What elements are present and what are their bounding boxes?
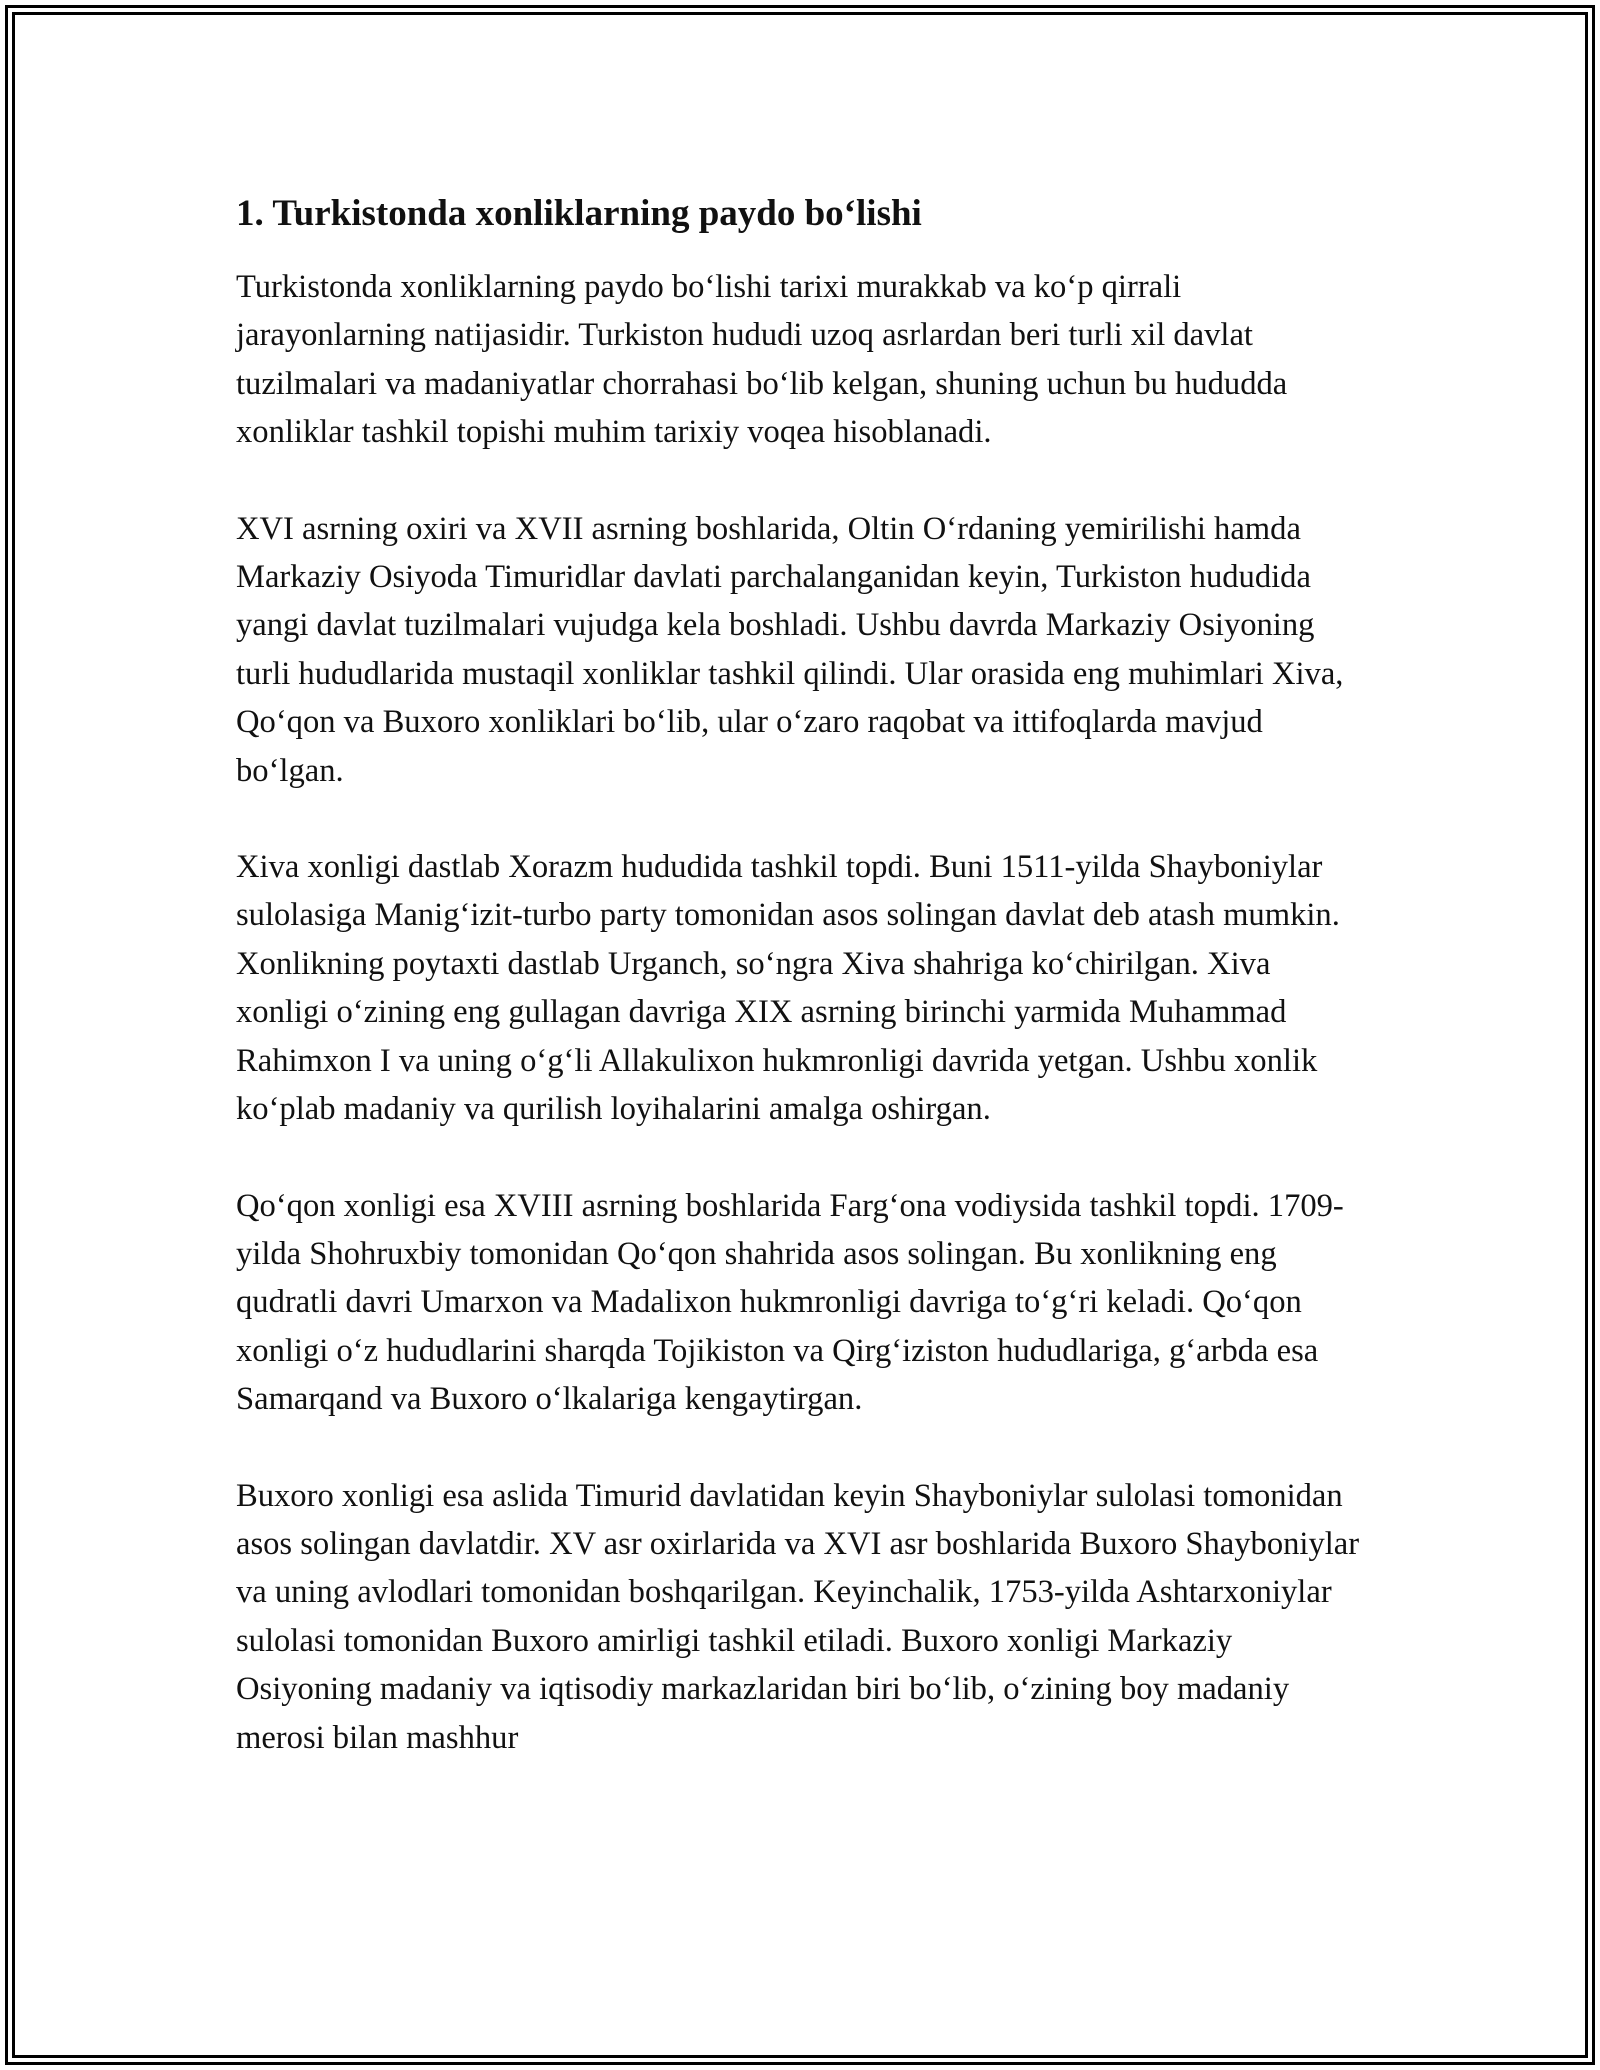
paragraph-kokand-khanate: Qo‘qon xonligi esa XVIII asrning boshlarida Farg‘ona vodiysida tashkil topdi. 1709-yilda Shohruxbiy tomonidan Qo‘qon shahrida asos solingan. Bu xonlikning eng qudratli davri Umarxon va Madalixon hukmronligi davriga to‘g‘ri keladi. Qo‘qon xonligi o‘z hududlarini sharqda Tojikiston va Qirg‘iziston hududlariga, g‘arbda esa Samarqand va Buxoro o‘lkalariga kengaytirgan. xyxy=(236,1187,1344,1418)
document-body xyxy=(236,187,1366,1810)
section-heading: 1. Turkistonda xonliklarning paydo bo‘lishi xyxy=(236,193,922,234)
paragraph-historical-context: XVI asrning oxiri va XVII asrning boshlarida, Oltin O‘rdaning yemirilishi hamda Markaziy Osiyoda Timuridlar davlati parchalanganidan keyin, Turkiston hududida yangi davlat tuzilmalari vujudga kela boshladi. Ushbu davrda Markaziy Osiyoning turli hududlarida mustaqil xonliklar tashkil qilindi. Ular orasida eng muhimlari Xiva, Qo‘qon va Buxoro xonliklari bo‘lib, ular o‘zaro raqobat va ittifoqlarda mavjud bo‘lgan. xyxy=(236,510,1344,789)
paragraph-khiva-khanate: Xiva xonligi dastlab Xorazm hududida tashkil topdi. Buni 1511-yilda Shayboniylar sulolasiga Manig‘izit-turbo party tomonidan asos solingan davlat deb atash mumkin. Xonlikning poytaxti dastlab Urganch, so‘ngra Xiva shahriga ko‘chirilgan. Xiva xonligi o‘zining eng gullagan davriga XIX asrning birinchi yarmida Muhammad Rahimxon I va uning o‘g‘li Allakulixon hukmronligi davrida yetgan. Ushbu xonlik ko‘plab madaniy va qurilish loyihalarini amalga oshirgan. xyxy=(236,849,1340,1128)
paragraph-bukhara-khanate: Buxoro xonligi esa aslida Timurid davlatidan keyin Shayboniylar sulolasi tomonidan asos solingan davlatdir. XV asr oxirlarida va XVI asr boshlarida Buxoro Shayboniylar va uning avlodlari tomonidan boshqarilgan. Keyinchalik, 1753-yilda Ashtarxoniylar sulolasi tomonidan Buxoro amirligi tashkil etiladi. Buxoro xonligi Markaziy Osiyoning madaniy va iqtisodiy markazlaridan biri bo‘lib, o‘zining boy madaniy merosi bilan mashhur xyxy=(236,1477,1360,1756)
paragraph-intro: Turkistonda xonliklarning paydo bo‘lishi tarixi murakkab va ko‘p qirrali jarayonlarning natijasidir. Turkiston hududi uzoq asrlardan beri turli xil davlat tuzilmalari va madaniyatlar chorrahasi bo‘lib kelgan, shuning uchun bu hududda xonliklar tashkil topishi muhim tarixiy voqea hisoblanadi. xyxy=(236,269,1288,451)
